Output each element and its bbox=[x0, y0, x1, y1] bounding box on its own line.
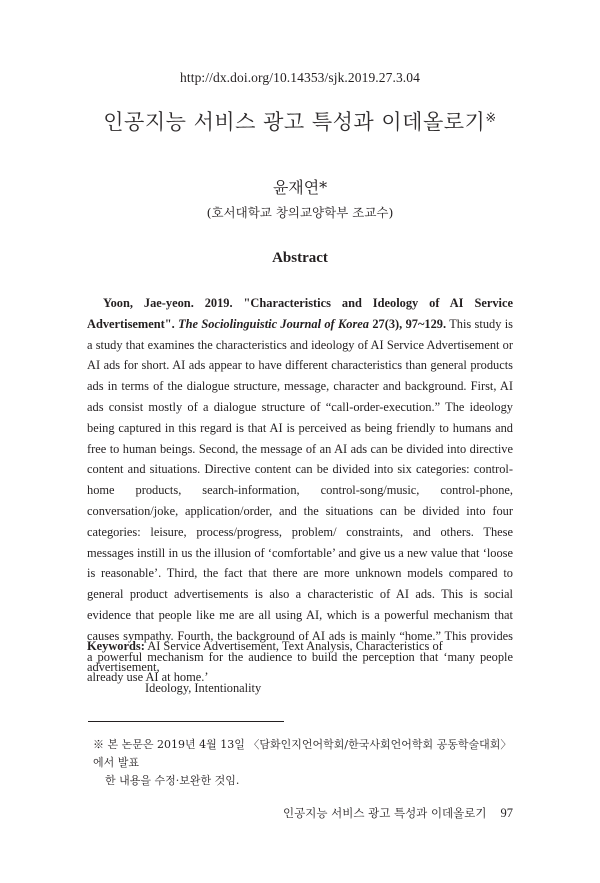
title-footnote-mark[interactable]: ※ bbox=[485, 111, 497, 126]
footnote-line-2: 한 내용을 수정·보완한 것임. bbox=[105, 774, 240, 787]
citation-author-year: Yoon, Jae-yeon. 2019. bbox=[103, 296, 233, 310]
footnote bbox=[93, 736, 513, 790]
article-title bbox=[0, 106, 600, 136]
running-title: 인공지능 서비스 광고 특성과 이데올로기 bbox=[283, 806, 487, 820]
footnote-line-1: ※ 본 논문은 2019년 4월 13일 〈담화인지언어학회/한국사회언어학회 공동학술대회〉에서 발표 bbox=[93, 738, 512, 769]
author-affiliation: (호서대학교 창의교양학부 조교수) bbox=[206, 205, 394, 220]
keywords-label: Keywords: bbox=[87, 639, 145, 653]
keywords-line-1: AI Service Advertisement, Text Analysis, Characteristics of advertisement, bbox=[87, 639, 443, 674]
keywords-line-2: Ideology, Intentionality bbox=[145, 681, 262, 695]
abstract-heading: Abstract bbox=[272, 250, 328, 266]
volume-pages: 27(3), 97~129. bbox=[372, 316, 447, 331]
author-name: 윤재연* bbox=[272, 178, 328, 197]
running-footer bbox=[0, 805, 513, 821]
doi-link[interactable]: http://dx.doi.org/10.14353/sjk.2019.27.3.04 bbox=[180, 70, 420, 85]
abstract-paragraph bbox=[87, 293, 513, 688]
footnote-divider bbox=[88, 721, 284, 722]
article-title-text: 인공지능 서비스 광고 특성과 이데올로기 bbox=[103, 110, 486, 134]
journal-name: The Sociolinguistic Journal of Korea bbox=[178, 316, 369, 331]
citation-title: "Characteristics and Ideology of AI Service Advertisement". bbox=[87, 296, 513, 331]
abstract-body-text: This study is a study that examines the characteristics and ideology of AI Service Advertisement or AI ads for short. AI ads appear to have different characteristics than general products ads in terms of the dialogue structure, message, character and background. First, AI ads consist mostly of a dialogue structure of “call-order-execution.” The ideology being captured in this regard is that AI is perceived as being friendly to humans and free to human beings. Second, the message of an AI ads can be divided into directive content and situations. Directive content can be divided into six categories: control-home products, search-information, control-song/music, control-phone, conversation/joke, application/order, and the situations can be divided into four categories: leisure, process/progress, problem/ constraints, and others. These messages instill in us the illusion of ‘comfortable’ and give us a new value that ‘loose is reasonable’. Third, the fact that there are more unknown models compared to general product advertisements is also a characteristic of AI ads. This is social evidence that people like me are all using AI, which is a powerful mechanism that causes sympathy. Fourth, the background of AI ads is mainly “home.” This provides a powerful mechanism for the audience to build the perception that ‘many people already use AI at home.’ bbox=[87, 316, 513, 685]
keywords-block bbox=[87, 636, 513, 699]
page-number: 97 bbox=[500, 806, 513, 820]
